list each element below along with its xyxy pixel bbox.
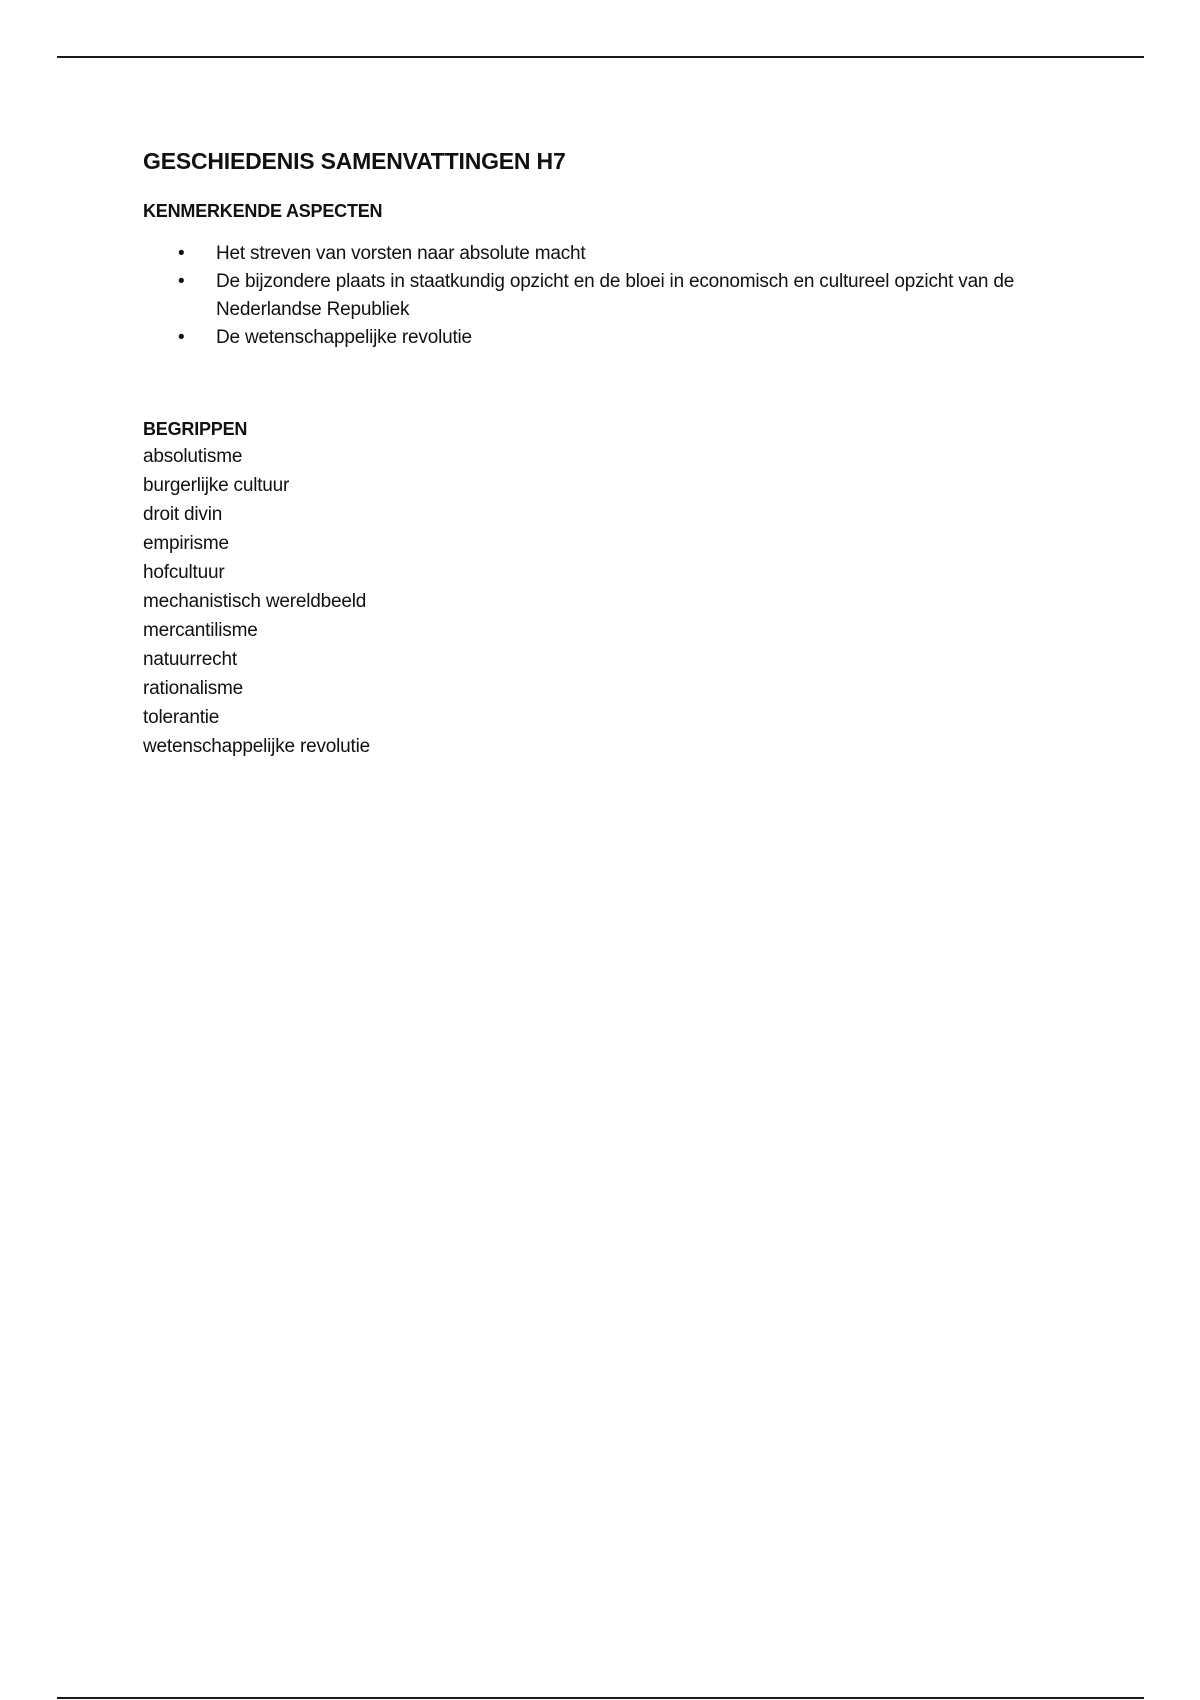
aspect-text: De bijzondere plaats in staatkundig opzicht en de bloei in economisch en cultureel opzicht van de Nederlandse Republiek — [216, 271, 1015, 320]
aspect-item — [143, 268, 1056, 324]
aspect-item — [143, 240, 1056, 268]
bullet-icon: • — [178, 327, 185, 348]
term-item: mercantilisme — [143, 620, 258, 641]
document-title: GESCHIEDENIS SAMENVATTINGEN H7 — [143, 148, 566, 174]
term-item: wetenschappelijke revolutie — [143, 736, 370, 757]
footer-rule — [57, 1697, 1144, 1699]
bullet-icon: • — [178, 271, 185, 292]
aspects-list — [143, 240, 1043, 352]
document-body — [143, 146, 1043, 761]
aspects-section — [143, 198, 1043, 352]
aspect-text: De wetenschappelijke revolutie — [216, 327, 472, 348]
term-item: hofcultuur — [143, 562, 225, 583]
term-item: empirisme — [143, 533, 229, 554]
terms-heading: BEGRIPPEN — [143, 419, 248, 439]
term-item: natuurrecht — [143, 649, 237, 670]
term-item: mechanistisch wereldbeeld — [143, 591, 367, 612]
term-item: tolerantie — [143, 707, 220, 728]
aspect-text: Het streven van vorsten naar absolute macht — [216, 243, 586, 264]
term-item: droit divin — [143, 504, 223, 525]
aspects-heading: KENMERKENDE ASPECTEN — [143, 201, 383, 221]
terms-section — [143, 416, 1043, 761]
terms-list — [143, 442, 1043, 761]
term-item: burgerlijke cultuur — [143, 475, 290, 496]
term-item: rationalisme — [143, 678, 244, 699]
term-item: absolutisme — [143, 446, 243, 467]
bullet-icon: • — [178, 243, 185, 264]
aspect-item — [143, 324, 1056, 352]
header-rule — [57, 56, 1144, 58]
